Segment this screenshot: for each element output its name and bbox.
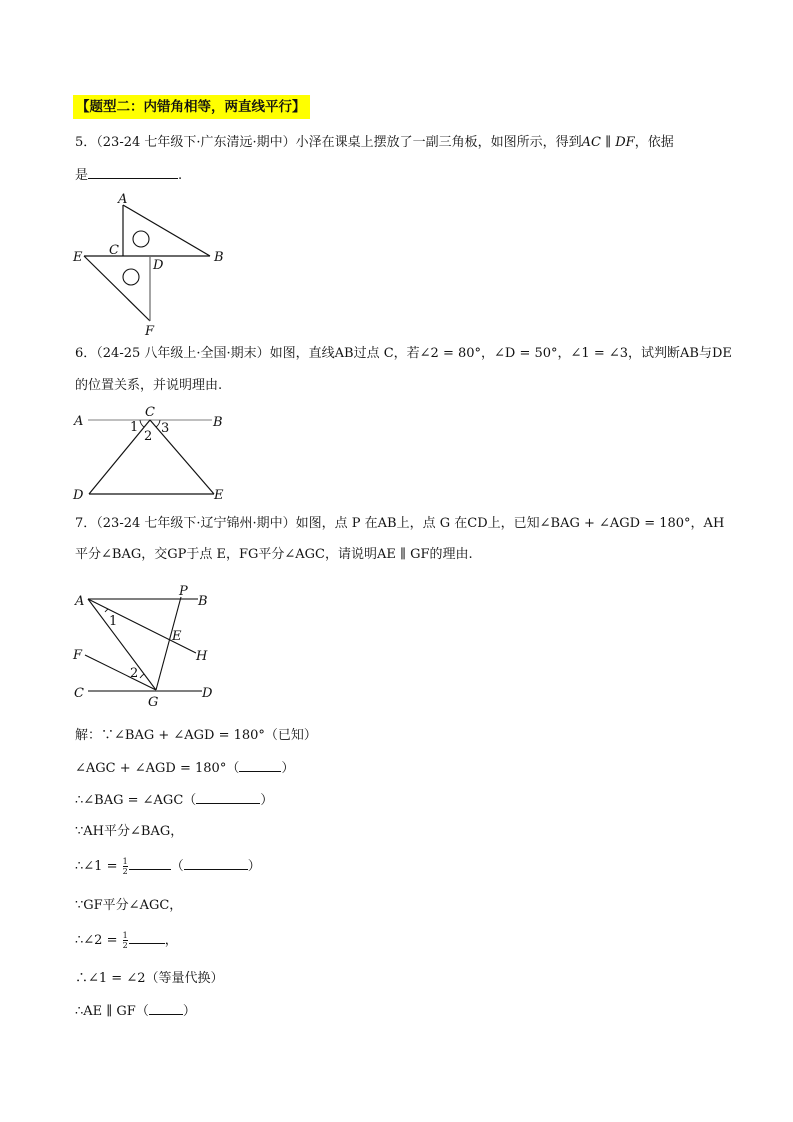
solution-step-9 [75, 1002, 196, 1021]
q5-figure [60, 185, 260, 340]
section-title: 【题型二：内错角相等，两直线平行】 [73, 95, 310, 119]
fraction-half [123, 931, 128, 950]
label-angle-3: 3 [161, 421, 170, 436]
label-D: D [73, 488, 84, 503]
q6-figure [60, 395, 260, 505]
step-7-blank[interactable] [129, 931, 165, 944]
solution-step-2 [75, 759, 294, 778]
q5-text: 5．（23-24 七年级下·广东清远·期中）小泽在课桌上摆放了一副三角板，如图所示，得到 [75, 135, 582, 150]
q7-line1: 7．（23-24 七年级下·辽宁锦州·期中）如图，点 P 在AB上，点 G 在CD上，已知∠BAG + ∠AGD = 180°，AH [75, 516, 725, 531]
step-5-blank-reason[interactable] [184, 857, 248, 870]
step-7-comma: ， [164, 933, 178, 948]
q5-line2 [75, 166, 182, 185]
edge-CD [89, 420, 153, 494]
step-3-close: ） [260, 793, 274, 808]
q5-line2-end: . [178, 168, 183, 183]
step-5-open: （ [170, 859, 184, 874]
triangle-hole-top [133, 231, 149, 247]
angle-1-arc [140, 420, 144, 427]
q6-line1: 6．（24-25 八年级上·全国·期末）如图，直线AB过点 C，若∠2 = 80°，∠D = 50°，∠1 = ∠3，试判断AB与DE [75, 346, 732, 361]
step-2-text: ∠AGC + ∠AGD = 180°（ [75, 761, 240, 776]
solution-step-3 [75, 791, 273, 810]
fraction-numerator: 1 [122, 857, 128, 866]
label-D: D [202, 686, 213, 701]
angle-3-arc [156, 420, 160, 427]
segment-AG [88, 599, 156, 690]
fraction-numerator: 1 [122, 931, 128, 940]
label-angle-1: 1 [109, 614, 118, 629]
step-5-blank-angle[interactable] [129, 857, 171, 870]
solution-step-6: ∵GF平分∠AGC， [75, 898, 183, 913]
label-angle-2: 2 [130, 666, 139, 681]
step-2-close: ） [281, 761, 295, 776]
label-A: A [74, 414, 84, 429]
edge-AB [123, 205, 210, 256]
label-F: F [73, 648, 83, 663]
q6-line2: 的位置关系，并说明理由. [75, 378, 223, 393]
solution-step-8: ∴∠1 = ∠2（等量代换） [75, 971, 224, 986]
fraction-denominator: 2 [122, 941, 128, 950]
q5-answer-blank[interactable] [88, 166, 178, 179]
fraction-denominator: 2 [122, 867, 128, 876]
q5-line1 [75, 134, 674, 152]
label-B: B [213, 415, 223, 430]
angle-1-arc [105, 609, 108, 612]
label-B: B [198, 594, 208, 609]
solution-step-4: ∵AH平分∠BAG， [75, 824, 184, 839]
edge-CE [150, 420, 214, 494]
fraction-half [123, 857, 128, 876]
q5-text-end: ，依据 [634, 135, 674, 150]
step-5-close: ） [247, 859, 261, 874]
label-A: A [75, 594, 85, 609]
label-C: C [145, 405, 155, 420]
label-angle-2: 2 [144, 429, 153, 444]
edge-EF [84, 256, 150, 321]
step-5-text: ∴∠1 = [75, 859, 122, 874]
label-A: A [118, 192, 128, 207]
step-7-text: ∴∠2 = [75, 933, 122, 948]
solution-step-5 [75, 857, 261, 876]
q7-line2: 平分∠BAG，交GP于点 E，FG平分∠AGC，请说明AE ∥ GF的理由. [75, 547, 473, 562]
label-E: E [172, 629, 182, 644]
label-angle-1: 1 [130, 420, 139, 435]
label-G: G [148, 695, 159, 710]
q7-figure [60, 575, 240, 710]
label-D: D [153, 258, 164, 273]
q5-line2-start: 是 [75, 168, 89, 183]
label-E: E [73, 250, 83, 265]
step-3-text: ∴∠BAG = ∠AGC（ [75, 793, 197, 808]
step-9-blank[interactable] [149, 1002, 183, 1015]
ray-GF [85, 655, 156, 690]
step-9-text: ∴AE ∥ GF（ [75, 1004, 149, 1019]
label-E: E [214, 488, 224, 503]
q5-relation: AC ∥ DF [581, 135, 635, 150]
ray-AH [88, 599, 196, 653]
label-F: F [145, 324, 155, 339]
angle-2-arc [140, 674, 144, 678]
triangle-hole-bottom [123, 269, 139, 285]
step-2-blank[interactable] [239, 759, 281, 772]
solution-step-1: 解：∵∠BAG + ∠AGD = 180°（已知） [75, 728, 317, 743]
label-C: C [74, 686, 84, 701]
step-9-close: ） [182, 1004, 196, 1019]
label-H: H [196, 649, 208, 664]
label-C: C [109, 243, 119, 258]
label-P: P [179, 584, 188, 599]
label-B: B [214, 250, 224, 265]
step-3-blank[interactable] [196, 791, 260, 804]
solution-step-7 [75, 931, 178, 950]
